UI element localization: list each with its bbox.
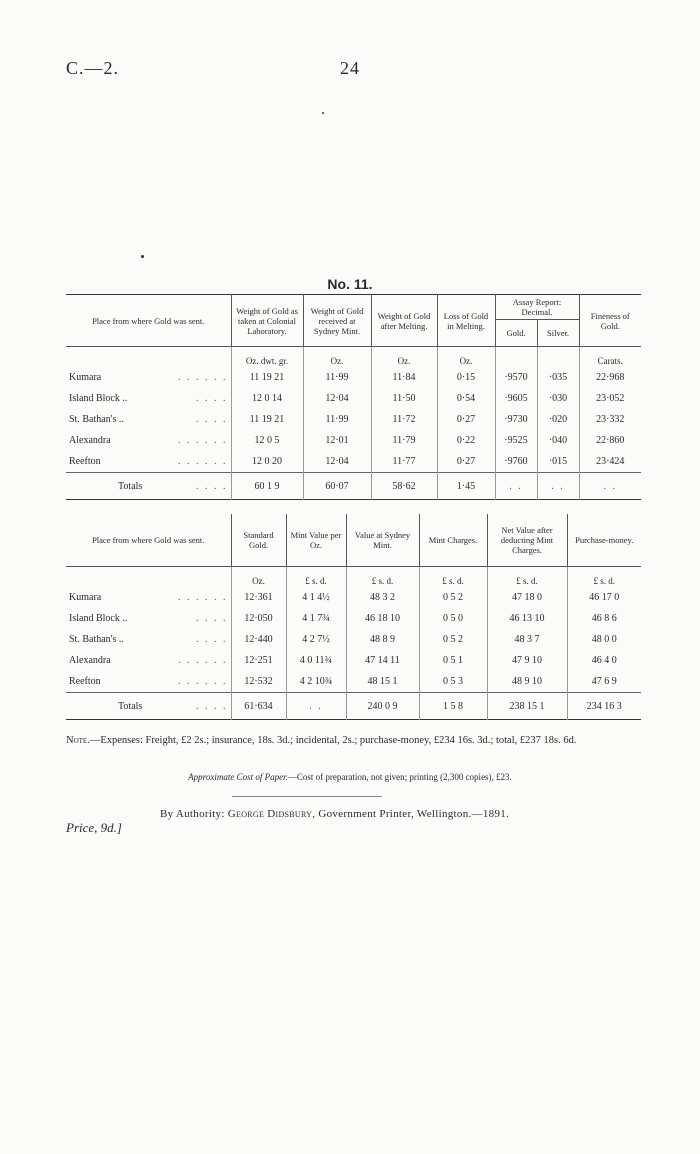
value-sydney: 47 14 11	[346, 650, 419, 671]
note-label: Note.	[66, 735, 90, 746]
place-name: Kumara	[69, 592, 102, 603]
mint-value: 4 0 11¾	[286, 650, 346, 671]
total-weight-sydney: 60·07	[303, 473, 371, 500]
mint-value: 4 2 7½	[286, 629, 346, 650]
totals-row	[66, 693, 641, 720]
weight-sydney: 12·04	[303, 388, 371, 409]
place-name: Alexandra	[69, 655, 111, 666]
table-row	[66, 587, 641, 608]
mint-charges: 0 5 0	[419, 608, 487, 629]
table-row	[66, 629, 641, 650]
assay-gold: ·9605	[495, 388, 537, 409]
leader-dots: . . . .	[196, 634, 228, 645]
weight-sydney: 12·01	[303, 430, 371, 451]
place-name: Kumara	[69, 372, 102, 383]
place-name: Island Block ..	[69, 613, 128, 624]
weight-sydney: 12·04	[303, 451, 371, 473]
place-name: Alexandra	[69, 435, 111, 446]
table-title: No. 11.	[327, 276, 373, 292]
fineness: 22·860	[579, 430, 641, 451]
unit-lsd: £ s. d.	[567, 567, 641, 588]
weight-lab: 12 0 20	[231, 451, 303, 473]
total-standard-gold: 61·634	[231, 693, 286, 720]
net-value: 47 9 10	[487, 650, 567, 671]
table-row	[66, 650, 641, 671]
loss: 0·22	[437, 430, 495, 451]
weight-after: 11·77	[371, 451, 437, 473]
weight-lab: 12 0 14	[231, 388, 303, 409]
place-name: Reefton	[69, 456, 101, 467]
col-assay-gold: Gold.	[495, 320, 537, 347]
leader-dots: . . . . . .	[178, 592, 228, 603]
fineness: 23·424	[579, 451, 641, 473]
total-mint-value: . .	[286, 693, 346, 720]
mint-value: 4 1 7¾	[286, 608, 346, 629]
ink-speck	[141, 255, 144, 258]
total-loss: 1·45	[437, 473, 495, 500]
col-standard: Standard Gold.	[231, 514, 286, 567]
mint-charges: 0 5 2	[419, 629, 487, 650]
col-loss: Loss of Gold in Melting.	[437, 295, 495, 347]
value-sydney: 48 3 2	[346, 587, 419, 608]
authority-prefix: By Authority:	[160, 808, 225, 820]
unit-lsd: £ s. d.	[286, 567, 346, 588]
standard-gold: 12·532	[231, 671, 286, 693]
unit-oz: Oz.	[371, 347, 437, 368]
printer-name: George Didsbury	[227, 808, 313, 820]
unit-lsd: £ s. d.	[487, 567, 567, 588]
col-charges: Mint Charges.	[419, 514, 487, 567]
mint-value: 4 2 10¾	[286, 671, 346, 693]
purchase-money: 46 8 6	[567, 608, 641, 629]
totals-row	[66, 473, 641, 500]
unit-lsd: £ s. d.	[346, 567, 419, 588]
unit-oz: Oz.	[231, 567, 286, 588]
page-number: 24	[340, 58, 360, 78]
weight-after: 11·50	[371, 388, 437, 409]
col-purchase: Purchase-money.	[567, 514, 641, 567]
col-assay: Assay Report: Decimal.	[495, 295, 579, 320]
assay-silver: ·030	[537, 388, 579, 409]
table-row	[66, 367, 641, 388]
approx-label: Approximate Cost of Paper.	[188, 772, 288, 782]
assay-gold: ·9570	[495, 367, 537, 388]
standard-gold: 12·050	[231, 608, 286, 629]
standard-gold: 12·440	[231, 629, 286, 650]
unit-lsd: £ s. d.	[419, 567, 487, 588]
place-name: Island Block ..	[69, 393, 128, 404]
total-mint-charges: 1 5 8	[419, 693, 487, 720]
value-sydney: 46 18 10	[346, 608, 419, 629]
mint-charges: 0 5 3	[419, 671, 487, 693]
loss: 0·15	[437, 367, 495, 388]
weight-after: 11·79	[371, 430, 437, 451]
assay-gold: ·9730	[495, 409, 537, 430]
total-weight-after: 58·62	[371, 473, 437, 500]
weight-lab: 11 19 21	[231, 367, 303, 388]
col-value-sydney: Value at Sydney Mint.	[346, 514, 419, 567]
standard-gold: 12·361	[231, 587, 286, 608]
assay-silver: ·035	[537, 367, 579, 388]
purchase-money: 46 17 0	[567, 587, 641, 608]
leader-dots: . . . .	[196, 613, 228, 624]
expenses-note	[66, 735, 641, 747]
table-row	[66, 451, 641, 473]
authority-suffix: , Government Printer, Wellington.—1891.	[312, 808, 510, 820]
net-value: 48 3 7	[487, 629, 567, 650]
col-fineness: Fineness of Gold.	[579, 295, 641, 347]
gold-value-table	[66, 514, 641, 720]
weight-sydney: 11·99	[303, 409, 371, 430]
leader-dots: . . . .	[196, 414, 228, 425]
leader-dots: . . . . . .	[178, 456, 228, 467]
total-weight-lab: 60 1 9	[231, 473, 303, 500]
loss: 0·27	[437, 409, 495, 430]
place-name: St. Bathan's ..	[69, 634, 124, 645]
mint-charges: 0 5 1	[419, 650, 487, 671]
loss: 0·27	[437, 451, 495, 473]
place-name: St. Bathan's ..	[69, 414, 124, 425]
assay-silver: ·015	[537, 451, 579, 473]
leader-dots: . . . . . .	[178, 372, 228, 383]
leader-dots: . . . .	[196, 393, 228, 404]
total-assay-silver: . .	[537, 473, 579, 500]
leader-dots: . . . . . .	[178, 435, 228, 446]
net-value: 48 9 10	[487, 671, 567, 693]
net-value: 47 18 0	[487, 587, 567, 608]
leader-dots: . . . .	[196, 700, 228, 712]
col-weight-sydney: Weight of Gold received at Sydney Mint.	[303, 295, 371, 347]
table-row	[66, 608, 641, 629]
weight-lab: 12 0 5	[231, 430, 303, 451]
col-weight-lab: Weight of Gold as taken at Colonial Laboratory.	[231, 295, 303, 347]
price: Price, 9d.]	[66, 820, 122, 835]
authority-line	[160, 808, 509, 820]
col-assay-silver: Silver.	[537, 320, 579, 347]
total-assay-gold: . .	[495, 473, 537, 500]
approximate-cost	[0, 772, 700, 782]
page-code: C.—2.	[66, 58, 120, 78]
table-row	[66, 671, 641, 693]
total-fineness: . .	[579, 473, 641, 500]
col-weight-after: Weight of Gold after Melting.	[371, 295, 437, 347]
place-name: Reefton	[69, 676, 101, 687]
unit-oz: Oz.	[303, 347, 371, 368]
leader-dots: . . . .	[196, 480, 228, 492]
purchase-money: 46 4 0	[567, 650, 641, 671]
total-value-sydney: 240 0 9	[346, 693, 419, 720]
totals-label: Totals	[118, 700, 143, 712]
net-value: 46 13 10	[487, 608, 567, 629]
assay-silver: ·020	[537, 409, 579, 430]
weight-sydney: 11·99	[303, 367, 371, 388]
standard-gold: 12·251	[231, 650, 286, 671]
col-mint-value: Mint Value per Oz.	[286, 514, 346, 567]
gold-weight-table	[66, 294, 641, 500]
fineness: 22·968	[579, 367, 641, 388]
purchase-money: 47 6 9	[567, 671, 641, 693]
mint-charges: 0 5 2	[419, 587, 487, 608]
fineness: 23·332	[579, 409, 641, 430]
total-net-value: 238 15 1	[487, 693, 567, 720]
unit-oz-dwt-gr: Oz. dwt. gr.	[231, 347, 303, 368]
table-row	[66, 409, 641, 430]
assay-gold: ·9525	[495, 430, 537, 451]
note-text: —Expenses: Freight, £2 2s.; insurance, 18s. 3d.; incidental, 2s.; purchase-money, £234 16s. 3d.; total, £237 18s. 6d.	[89, 735, 577, 746]
assay-silver: ·040	[537, 430, 579, 451]
ink-speck	[322, 112, 324, 114]
mint-value: 4 1 4½	[286, 587, 346, 608]
unit-carats: Carats.	[579, 347, 641, 368]
total-purchase-money: 234 16 3	[567, 693, 641, 720]
loss: 0·54	[437, 388, 495, 409]
value-sydney: 48 8 9	[346, 629, 419, 650]
purchase-money: 48 0 0	[567, 629, 641, 650]
col-place: Place from where Gold was sent.	[66, 514, 231, 567]
fineness: 23·052	[579, 388, 641, 409]
leader-dots: . . . . . .	[178, 676, 228, 687]
weight-lab: 11 19 21	[231, 409, 303, 430]
table-row	[66, 388, 641, 409]
weight-after: 11·84	[371, 367, 437, 388]
weight-after: 11·72	[371, 409, 437, 430]
divider	[232, 796, 382, 797]
leader-dots: . . . . . .	[178, 655, 228, 666]
assay-gold: ·9760	[495, 451, 537, 473]
unit-oz: Oz.	[437, 347, 495, 368]
col-place: Place from where Gold was sent.	[66, 295, 231, 347]
value-sydney: 48 15 1	[346, 671, 419, 693]
totals-label: Totals	[118, 480, 143, 492]
table-row	[66, 430, 641, 451]
approx-text: —Cost of preparation, not given; printing (2,300 copies), £23.	[287, 772, 512, 782]
col-net-value: Net Value after deducting Mint Charges.	[487, 514, 567, 567]
